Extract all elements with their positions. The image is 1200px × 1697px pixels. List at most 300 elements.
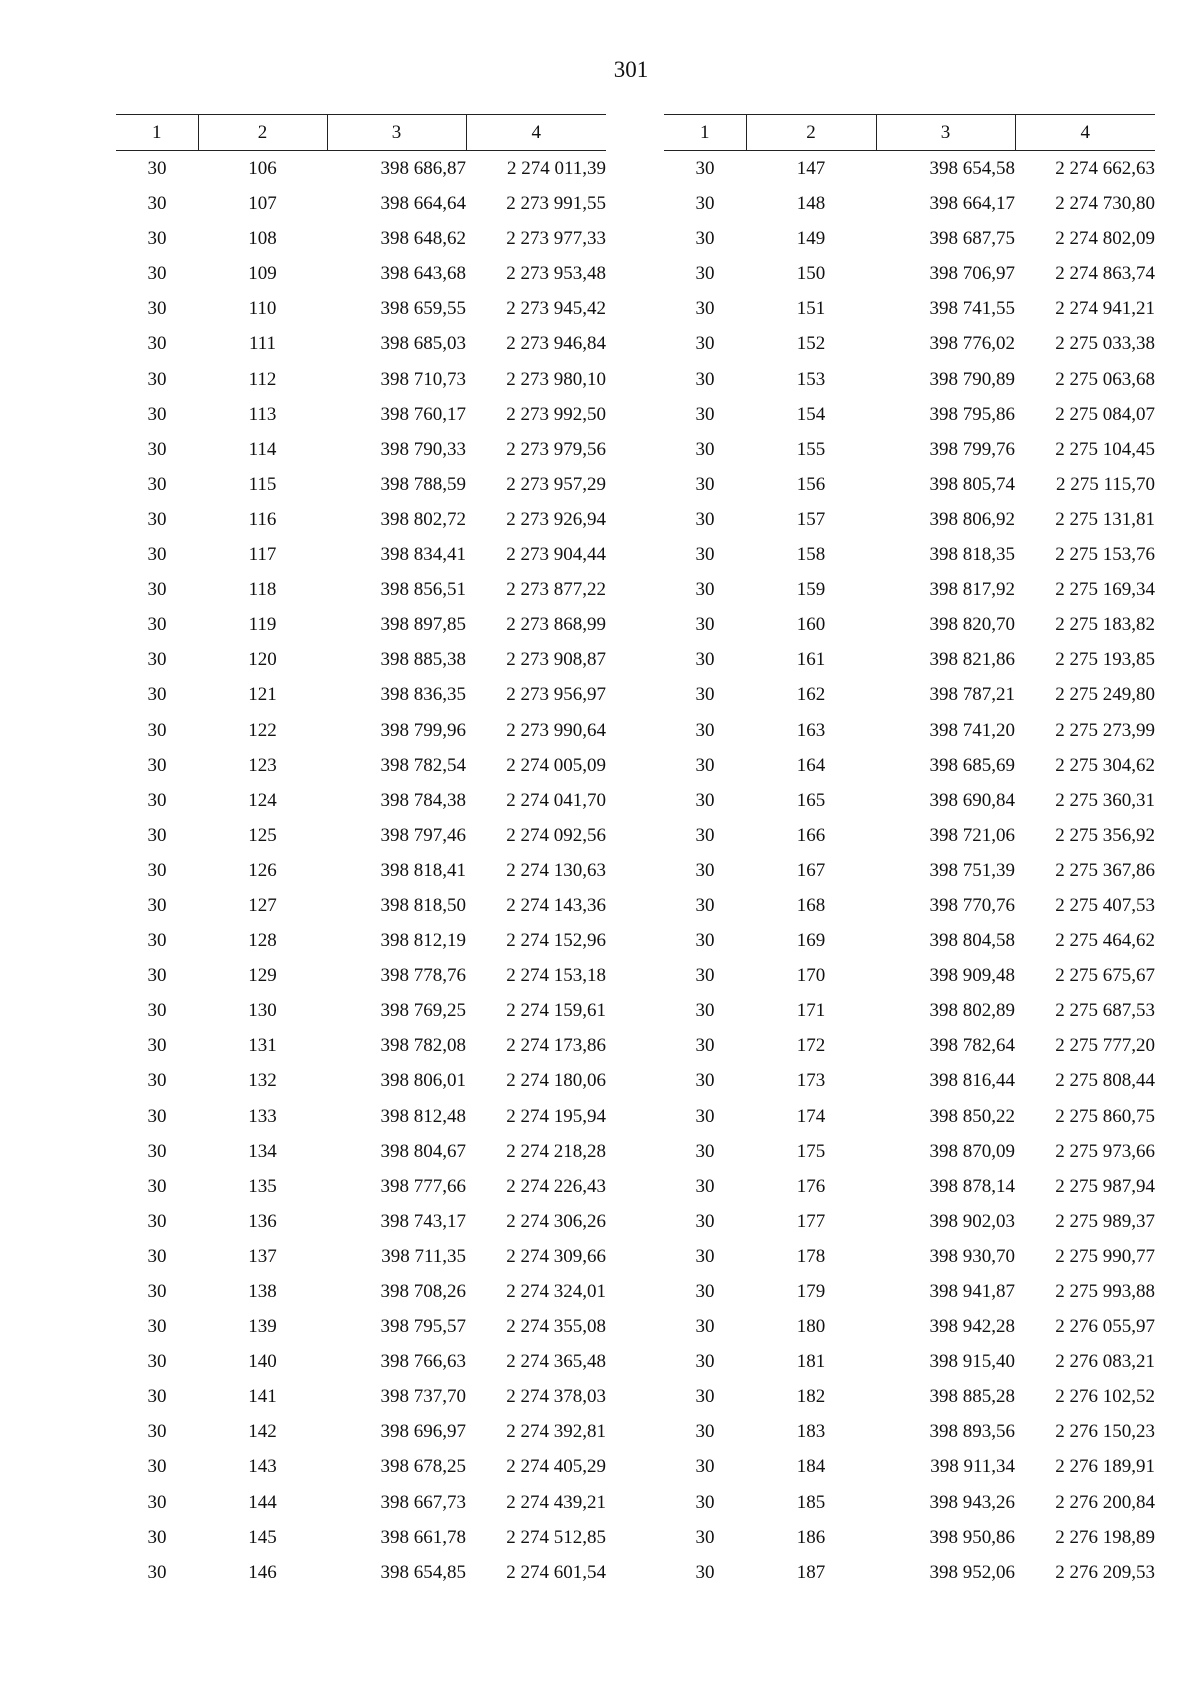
cell-col-1: 30 bbox=[695, 1210, 715, 1232]
cell-col-2: 129 bbox=[248, 965, 277, 987]
cell-col-3: 398 787,21 bbox=[929, 684, 1015, 706]
cell-col-2: 123 bbox=[248, 754, 277, 776]
cell-col-3: 398 799,96 bbox=[380, 719, 466, 741]
column-header-4: 4 bbox=[1015, 115, 1155, 151]
cell-col-2: 144 bbox=[248, 1491, 277, 1513]
cell-col-4: 2 275 169,34 bbox=[1055, 579, 1155, 601]
cell-col-2: 134 bbox=[248, 1140, 277, 1162]
table-row bbox=[116, 993, 606, 1028]
table-row bbox=[116, 1204, 606, 1239]
cell-col-2: 140 bbox=[248, 1351, 277, 1373]
cell-col-3: 398 737,70 bbox=[380, 1386, 466, 1408]
cell-col-1: 30 bbox=[147, 1456, 167, 1478]
table-row bbox=[664, 888, 1155, 923]
cell-col-3: 398 950,86 bbox=[929, 1526, 1015, 1548]
cell-col-1: 30 bbox=[695, 1386, 715, 1408]
cell-col-3: 398 741,20 bbox=[929, 719, 1015, 741]
cell-col-1: 30 bbox=[695, 263, 715, 285]
table-row bbox=[664, 502, 1155, 537]
cell-col-3: 398 804,58 bbox=[929, 930, 1015, 952]
cell-col-1: 30 bbox=[695, 649, 715, 671]
table-header-row bbox=[664, 115, 1155, 151]
cell-col-2: 122 bbox=[248, 719, 277, 741]
cell-col-3: 398 870,09 bbox=[929, 1140, 1015, 1162]
cell-col-4: 2 273 979,56 bbox=[506, 438, 606, 460]
column-header-2: 2 bbox=[746, 115, 876, 151]
cell-col-4: 2 274 152,96 bbox=[506, 930, 606, 952]
cell-col-2: 180 bbox=[796, 1316, 826, 1338]
table-row bbox=[116, 1414, 606, 1449]
cell-col-2: 136 bbox=[248, 1210, 277, 1232]
cell-col-1: 30 bbox=[147, 1316, 167, 1338]
table-row bbox=[116, 923, 606, 958]
table-row bbox=[116, 362, 606, 397]
table-row bbox=[116, 256, 606, 291]
cell-col-1: 30 bbox=[147, 1140, 167, 1162]
cell-col-3: 398 915,40 bbox=[929, 1351, 1015, 1373]
table-row bbox=[664, 186, 1155, 221]
table-row bbox=[664, 853, 1155, 888]
cell-col-1: 30 bbox=[147, 333, 167, 355]
cell-col-2: 156 bbox=[796, 473, 826, 495]
cell-col-1: 30 bbox=[147, 754, 167, 776]
cell-col-1: 30 bbox=[695, 965, 715, 987]
cell-col-1: 30 bbox=[695, 403, 715, 425]
cell-col-2: 139 bbox=[248, 1316, 277, 1338]
cell-col-1: 30 bbox=[695, 508, 715, 530]
table-row bbox=[664, 642, 1155, 677]
cell-col-2: 181 bbox=[796, 1351, 826, 1373]
cell-col-3: 398 643,68 bbox=[380, 263, 466, 285]
cell-col-2: 149 bbox=[796, 228, 826, 250]
cell-col-1: 30 bbox=[147, 824, 167, 846]
table-row bbox=[664, 1414, 1155, 1449]
table-row bbox=[116, 1520, 606, 1555]
cell-col-4: 2 274 730,80 bbox=[1055, 193, 1155, 215]
cell-col-3: 398 795,57 bbox=[380, 1316, 466, 1338]
table-row bbox=[116, 432, 606, 467]
cell-col-4: 2 275 407,53 bbox=[1055, 894, 1155, 916]
cell-col-1: 30 bbox=[147, 1000, 167, 1022]
cell-col-3: 398 654,58 bbox=[929, 158, 1015, 179]
cell-col-2: 142 bbox=[248, 1421, 277, 1443]
cell-col-1: 30 bbox=[147, 789, 167, 811]
table-row bbox=[116, 958, 606, 993]
table-row bbox=[664, 783, 1155, 818]
cell-col-3: 398 685,69 bbox=[929, 754, 1015, 776]
table-row bbox=[116, 748, 606, 783]
cell-col-1: 30 bbox=[695, 1000, 715, 1022]
cell-col-2: 161 bbox=[796, 649, 826, 671]
cell-col-3: 398 816,44 bbox=[929, 1070, 1015, 1092]
cell-col-2: 138 bbox=[248, 1281, 277, 1302]
cell-col-4: 2 276 198,89 bbox=[1055, 1526, 1155, 1548]
cell-col-4: 2 276 200,84 bbox=[1055, 1491, 1155, 1513]
cell-col-3: 398 687,75 bbox=[929, 228, 1015, 250]
cell-col-2: 168 bbox=[796, 894, 826, 916]
cell-col-2: 115 bbox=[248, 473, 277, 495]
cell-col-3: 398 797,46 bbox=[380, 824, 466, 846]
cell-col-1: 30 bbox=[147, 1351, 167, 1373]
table-row bbox=[116, 1239, 606, 1274]
table-row bbox=[116, 607, 606, 642]
column-header-1: 1 bbox=[664, 115, 746, 151]
cell-col-1: 30 bbox=[695, 1175, 715, 1197]
cell-col-2: 106 bbox=[248, 158, 277, 179]
cell-col-2: 173 bbox=[796, 1070, 826, 1092]
cell-col-3: 398 788,59 bbox=[380, 473, 466, 495]
cell-col-2: 113 bbox=[248, 403, 277, 425]
cell-col-4: 2 274 226,43 bbox=[506, 1175, 606, 1197]
cell-col-2: 143 bbox=[248, 1456, 277, 1478]
table-row bbox=[116, 1099, 606, 1134]
cell-col-3: 398 795,86 bbox=[929, 403, 1015, 425]
cell-col-1: 30 bbox=[147, 403, 167, 425]
cell-col-1: 30 bbox=[147, 1105, 167, 1127]
table-row bbox=[116, 1274, 606, 1309]
table-row bbox=[116, 572, 606, 607]
cell-col-4: 2 275 993,88 bbox=[1055, 1281, 1155, 1302]
table-row bbox=[664, 467, 1155, 502]
cell-col-4: 2 275 183,82 bbox=[1055, 614, 1155, 636]
cell-col-2: 109 bbox=[248, 263, 277, 285]
cell-col-2: 158 bbox=[796, 544, 826, 566]
cell-col-2: 128 bbox=[248, 930, 277, 952]
cell-col-4: 2 274 309,66 bbox=[506, 1245, 606, 1267]
cell-col-4: 2 275 193,85 bbox=[1055, 649, 1155, 671]
table-row bbox=[664, 397, 1155, 432]
cell-col-2: 177 bbox=[796, 1210, 826, 1232]
cell-col-1: 30 bbox=[695, 1070, 715, 1092]
cell-col-1: 30 bbox=[695, 228, 715, 250]
cell-col-4: 2 276 055,97 bbox=[1055, 1316, 1155, 1338]
table-row bbox=[664, 677, 1155, 712]
cell-col-1: 30 bbox=[695, 719, 715, 741]
cell-col-3: 398 782,54 bbox=[380, 754, 466, 776]
cell-col-4: 2 274 195,94 bbox=[506, 1105, 606, 1127]
table-row bbox=[664, 1134, 1155, 1169]
cell-col-3: 398 805,74 bbox=[929, 473, 1015, 495]
cell-col-1: 30 bbox=[695, 193, 715, 215]
cell-col-4: 2 276 189,91 bbox=[1055, 1456, 1155, 1478]
cell-col-3: 398 777,66 bbox=[380, 1175, 466, 1197]
cell-col-1: 30 bbox=[147, 1386, 167, 1408]
cell-col-4: 2 275 990,77 bbox=[1055, 1245, 1155, 1267]
table-row bbox=[664, 291, 1155, 326]
cell-col-3: 398 941,87 bbox=[929, 1281, 1015, 1302]
cell-col-1: 30 bbox=[147, 508, 167, 530]
table-row bbox=[664, 1169, 1155, 1204]
cell-col-4: 2 273 904,44 bbox=[506, 544, 606, 566]
cell-col-3: 398 678,25 bbox=[380, 1456, 466, 1478]
cell-col-3: 398 893,56 bbox=[929, 1421, 1015, 1443]
cell-col-2: 178 bbox=[796, 1245, 826, 1267]
cell-col-4: 2 273 868,99 bbox=[506, 614, 606, 636]
cell-col-2: 147 bbox=[796, 158, 826, 179]
table-row bbox=[664, 1099, 1155, 1134]
cell-col-1: 30 bbox=[695, 894, 715, 916]
cell-col-4: 2 275 115,70 bbox=[1055, 473, 1155, 495]
table-row bbox=[116, 1379, 606, 1414]
cell-col-4: 2 275 084,07 bbox=[1055, 403, 1155, 425]
cell-col-4: 2 274 662,63 bbox=[1055, 158, 1155, 179]
table-body-left bbox=[116, 151, 606, 1590]
cell-col-4: 2 274 011,39 bbox=[506, 158, 606, 179]
cell-col-4: 2 273 957,29 bbox=[506, 473, 606, 495]
cell-col-3: 398 784,38 bbox=[380, 789, 466, 811]
cell-col-4: 2 273 992,50 bbox=[506, 403, 606, 425]
table-row bbox=[664, 993, 1155, 1028]
cell-col-4: 2 274 365,48 bbox=[506, 1351, 606, 1373]
cell-col-2: 164 bbox=[796, 754, 826, 776]
cell-col-2: 125 bbox=[248, 824, 277, 846]
cell-col-1: 30 bbox=[147, 1035, 167, 1057]
cell-col-3: 398 721,06 bbox=[929, 824, 1015, 846]
cell-col-4: 2 274 355,08 bbox=[506, 1316, 606, 1338]
table-row bbox=[664, 1555, 1155, 1590]
cell-col-4: 2 273 946,84 bbox=[506, 333, 606, 355]
cell-col-4: 2 275 989,37 bbox=[1055, 1210, 1155, 1232]
column-header-3: 3 bbox=[876, 115, 1015, 151]
table-row bbox=[664, 1309, 1155, 1344]
cell-col-2: 145 bbox=[248, 1526, 277, 1548]
cell-col-2: 176 bbox=[796, 1175, 826, 1197]
table-row bbox=[116, 818, 606, 853]
cell-col-4: 2 274 143,36 bbox=[506, 894, 606, 916]
cell-col-1: 30 bbox=[695, 930, 715, 952]
table-row bbox=[664, 256, 1155, 291]
cell-col-4: 2 274 863,74 bbox=[1055, 263, 1155, 285]
coordinates-table-left bbox=[116, 114, 606, 1590]
table-row bbox=[116, 326, 606, 361]
table-row bbox=[664, 607, 1155, 642]
cell-col-4: 2 276 150,23 bbox=[1055, 1421, 1155, 1443]
table-row bbox=[116, 151, 606, 187]
cell-col-3: 398 834,41 bbox=[380, 544, 466, 566]
cell-col-1: 30 bbox=[147, 473, 167, 495]
cell-col-3: 398 802,89 bbox=[929, 1000, 1015, 1022]
cell-col-1: 30 bbox=[147, 298, 167, 320]
cell-col-2: 137 bbox=[248, 1245, 277, 1267]
cell-col-2: 121 bbox=[248, 684, 277, 706]
cell-col-1: 30 bbox=[695, 1491, 715, 1513]
cell-col-4: 2 275 973,66 bbox=[1055, 1140, 1155, 1162]
table-row bbox=[116, 291, 606, 326]
cell-col-4: 2 275 033,38 bbox=[1055, 333, 1155, 355]
cell-col-1: 30 bbox=[695, 1351, 715, 1373]
cell-col-1: 30 bbox=[695, 1105, 715, 1127]
cell-col-2: 172 bbox=[796, 1035, 826, 1057]
column-header-1: 1 bbox=[116, 115, 198, 151]
cell-col-4: 2 275 860,75 bbox=[1055, 1105, 1155, 1127]
cell-col-2: 112 bbox=[248, 368, 277, 390]
cell-col-2: 169 bbox=[796, 930, 826, 952]
cell-col-4: 2 275 360,31 bbox=[1055, 789, 1155, 811]
cell-col-4: 2 275 063,68 bbox=[1055, 368, 1155, 390]
cell-col-1: 30 bbox=[147, 1175, 167, 1197]
cell-col-3: 398 743,17 bbox=[380, 1210, 466, 1232]
table-row bbox=[664, 1239, 1155, 1274]
cell-col-1: 30 bbox=[695, 859, 715, 881]
table-row bbox=[664, 818, 1155, 853]
cell-col-4: 2 274 005,09 bbox=[506, 754, 606, 776]
table-row bbox=[664, 432, 1155, 467]
cell-col-1: 30 bbox=[695, 579, 715, 601]
cell-col-1: 30 bbox=[147, 649, 167, 671]
cell-col-2: 133 bbox=[248, 1105, 277, 1127]
cell-col-4: 2 276 083,21 bbox=[1055, 1351, 1155, 1373]
cell-col-3: 398 836,35 bbox=[380, 684, 466, 706]
cell-col-4: 2 273 953,48 bbox=[506, 263, 606, 285]
cell-col-2: 150 bbox=[796, 263, 826, 285]
cell-col-2: 110 bbox=[248, 298, 277, 320]
table-row bbox=[116, 853, 606, 888]
column-header-4: 4 bbox=[466, 115, 606, 151]
cell-col-1: 30 bbox=[147, 930, 167, 952]
table-row bbox=[116, 397, 606, 432]
cell-col-2: 141 bbox=[248, 1386, 277, 1408]
cell-col-1: 30 bbox=[695, 368, 715, 390]
table-row bbox=[664, 748, 1155, 783]
table-row bbox=[664, 1028, 1155, 1063]
table-row bbox=[664, 1204, 1155, 1239]
cell-col-3: 398 686,87 bbox=[380, 158, 466, 179]
cell-col-1: 30 bbox=[147, 614, 167, 636]
cell-col-3: 398 769,25 bbox=[380, 1000, 466, 1022]
cell-col-3: 398 790,33 bbox=[380, 438, 466, 460]
cell-col-4: 2 276 209,53 bbox=[1055, 1561, 1155, 1583]
cell-col-2: 159 bbox=[796, 579, 826, 601]
coordinates-table-right bbox=[664, 114, 1155, 1590]
cell-col-1: 30 bbox=[695, 473, 715, 495]
cell-col-3: 398 708,26 bbox=[380, 1281, 466, 1302]
cell-col-4: 2 274 324,01 bbox=[506, 1281, 606, 1302]
table-row bbox=[116, 221, 606, 256]
cell-col-4: 2 274 180,06 bbox=[506, 1070, 606, 1092]
cell-col-1: 30 bbox=[695, 684, 715, 706]
cell-col-1: 30 bbox=[147, 368, 167, 390]
cell-col-3: 398 943,26 bbox=[929, 1491, 1015, 1513]
cell-col-1: 30 bbox=[147, 1491, 167, 1513]
cell-col-2: 171 bbox=[796, 1000, 826, 1022]
table-row bbox=[116, 1555, 606, 1590]
cell-col-3: 398 782,08 bbox=[380, 1035, 466, 1057]
cell-col-4: 2 274 218,28 bbox=[506, 1140, 606, 1162]
cell-col-4: 2 274 941,21 bbox=[1055, 298, 1155, 320]
cell-col-2: 163 bbox=[796, 719, 826, 741]
cell-col-2: 160 bbox=[796, 614, 826, 636]
cell-col-3: 398 897,85 bbox=[380, 614, 466, 636]
cell-col-1: 30 bbox=[695, 789, 715, 811]
cell-col-4: 2 274 173,86 bbox=[506, 1035, 606, 1057]
cell-col-1: 30 bbox=[695, 158, 715, 179]
table-row bbox=[116, 1169, 606, 1204]
cell-col-4: 2 273 990,64 bbox=[506, 719, 606, 741]
table-row bbox=[116, 1309, 606, 1344]
cell-col-4: 2 275 304,62 bbox=[1055, 754, 1155, 776]
cell-col-4: 2 274 159,61 bbox=[506, 1000, 606, 1022]
page-number: 301 bbox=[613, 57, 649, 82]
table-row bbox=[116, 642, 606, 677]
cell-col-3: 398 806,92 bbox=[929, 508, 1015, 530]
cell-col-3: 398 696,97 bbox=[380, 1421, 466, 1443]
cell-col-4: 2 275 675,67 bbox=[1055, 965, 1155, 987]
table-row bbox=[664, 221, 1155, 256]
table-row bbox=[664, 1485, 1155, 1520]
table-row bbox=[664, 1449, 1155, 1484]
cell-col-4: 2 275 153,76 bbox=[1055, 544, 1155, 566]
cell-col-1: 30 bbox=[147, 1526, 167, 1548]
table-row bbox=[116, 677, 606, 712]
cell-col-4: 2 275 104,45 bbox=[1055, 438, 1155, 460]
cell-col-1: 30 bbox=[695, 298, 715, 320]
cell-col-2: 154 bbox=[796, 403, 826, 425]
table-row bbox=[116, 1344, 606, 1379]
column-header-2: 2 bbox=[198, 115, 327, 151]
cell-col-2: 108 bbox=[248, 228, 277, 250]
cell-col-4: 2 274 405,29 bbox=[506, 1456, 606, 1478]
cell-col-1: 30 bbox=[695, 1456, 715, 1478]
cell-col-3: 398 812,19 bbox=[380, 930, 466, 952]
cell-col-2: 119 bbox=[248, 614, 277, 636]
table-row bbox=[116, 467, 606, 502]
cell-col-3: 398 942,28 bbox=[929, 1316, 1015, 1338]
cell-col-2: 126 bbox=[248, 859, 277, 881]
cell-col-4: 2 275 987,94 bbox=[1055, 1175, 1155, 1197]
cell-col-2: 165 bbox=[796, 789, 826, 811]
cell-col-4: 2 275 249,80 bbox=[1055, 684, 1155, 706]
cell-col-3: 398 667,73 bbox=[380, 1491, 466, 1513]
cell-col-1: 30 bbox=[147, 1421, 167, 1443]
table-row bbox=[116, 186, 606, 221]
table-row bbox=[116, 1134, 606, 1169]
table-row bbox=[116, 713, 606, 748]
cell-col-1: 30 bbox=[695, 438, 715, 460]
cell-col-3: 398 770,76 bbox=[929, 894, 1015, 916]
cell-col-2: 130 bbox=[248, 1000, 277, 1022]
cell-col-4: 2 274 306,26 bbox=[506, 1210, 606, 1232]
table-row bbox=[664, 572, 1155, 607]
cell-col-2: 116 bbox=[248, 508, 277, 530]
cell-col-2: 166 bbox=[796, 824, 826, 846]
table-row bbox=[116, 1449, 606, 1484]
cell-col-1: 30 bbox=[147, 1281, 167, 1302]
cell-col-2: 111 bbox=[248, 333, 277, 355]
cell-col-2: 184 bbox=[796, 1456, 826, 1478]
cell-col-3: 398 690,84 bbox=[929, 789, 1015, 811]
cell-col-2: 107 bbox=[248, 193, 277, 215]
cell-col-1: 30 bbox=[695, 333, 715, 355]
table-row bbox=[664, 1379, 1155, 1414]
cell-col-1: 30 bbox=[147, 859, 167, 881]
cell-col-3: 398 710,73 bbox=[380, 368, 466, 390]
cell-col-3: 398 760,17 bbox=[380, 403, 466, 425]
cell-col-4: 2 275 687,53 bbox=[1055, 1000, 1155, 1022]
cell-col-1: 30 bbox=[695, 1561, 715, 1583]
cell-col-4: 2 274 392,81 bbox=[506, 1421, 606, 1443]
cell-col-3: 398 685,03 bbox=[380, 333, 466, 355]
cell-col-1: 30 bbox=[695, 1245, 715, 1267]
cell-col-1: 30 bbox=[147, 894, 167, 916]
cell-col-3: 398 711,35 bbox=[381, 1245, 466, 1267]
cell-col-4: 2 276 102,52 bbox=[1055, 1386, 1155, 1408]
cell-col-2: 185 bbox=[796, 1491, 826, 1513]
cell-col-1: 30 bbox=[695, 1526, 715, 1548]
cell-col-2: 155 bbox=[796, 438, 826, 460]
cell-col-4: 2 273 945,42 bbox=[506, 298, 606, 320]
table-row bbox=[664, 1520, 1155, 1555]
cell-col-1: 30 bbox=[147, 544, 167, 566]
